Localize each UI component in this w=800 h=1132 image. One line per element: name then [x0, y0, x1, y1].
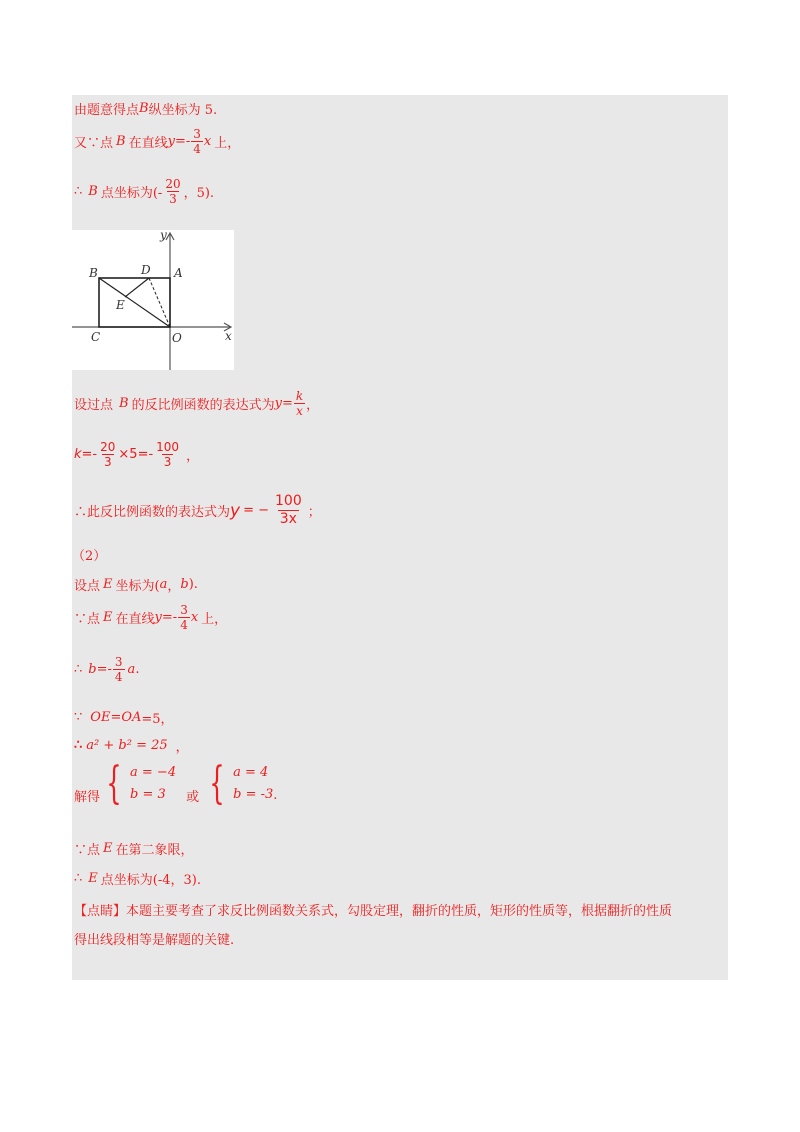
text-line-13 [74, 758, 278, 809]
text: ， [186, 449, 200, 464]
fraction: $\frac{3}{4}$ [114, 655, 123, 684]
text: ∵点 [74, 612, 101, 627]
var-x: x [203, 134, 212, 149]
text: 设点 [74, 579, 101, 594]
text: = − [243, 503, 269, 518]
var-a: a [127, 662, 136, 677]
text-line-12 [74, 736, 189, 755]
text: ∴ [74, 662, 83, 677]
var-B: B [139, 101, 149, 116]
label-E: E [116, 298, 125, 312]
text-line-11 [74, 708, 174, 727]
text: =- [81, 447, 98, 462]
text: 又∵点 [74, 136, 114, 151]
text: =5， [141, 712, 174, 727]
equation: a² + b² = 25 [86, 738, 168, 753]
text: . [273, 787, 278, 803]
text: 由题意得点 [74, 103, 140, 118]
text: 的反比例函数的表达式为 [131, 398, 275, 413]
var-B: B [88, 184, 98, 199]
text: 在直线 [128, 136, 168, 151]
part-label: （2） [72, 549, 107, 564]
fraction: $\frac{100}{3x}$ [275, 493, 302, 527]
text: 上， [214, 136, 241, 151]
var-a: a [159, 577, 168, 592]
text-line-4 [74, 389, 319, 418]
var-b: b [88, 662, 97, 677]
fraction: $\frac{20}{3}$ [165, 177, 181, 206]
fraction: $\frac{3}{4}$ [193, 127, 201, 156]
text: 坐标为( [115, 579, 160, 594]
var-OA: OA [121, 710, 142, 725]
text-line-3 [74, 177, 214, 206]
text-line-9 [74, 603, 227, 632]
label-B: B [89, 266, 98, 280]
text: ， [167, 579, 181, 594]
comment-text: 【点睛】本题主要考查了求反比例函数关系式，勾股定理，翻折的性质，矩形的性质等，根据翻折的性质 [74, 904, 673, 919]
text-line-2 [74, 127, 240, 156]
text: ∵ [74, 710, 83, 725]
segment-ED [125, 278, 149, 297]
var-k: k [74, 447, 82, 462]
text: = [281, 396, 293, 411]
var-y: y [230, 500, 241, 521]
label-D: D [141, 263, 151, 277]
text-line-6 [74, 493, 321, 528]
var-OE: OE [90, 710, 111, 725]
fraction: $\frac{100}{3}$ [156, 440, 180, 469]
text: ，5). [183, 186, 215, 201]
text-line-7 [72, 545, 106, 564]
var-x: x [190, 610, 199, 625]
var-E: E [103, 577, 113, 592]
text-line-1 [74, 99, 217, 118]
text: 上， [201, 612, 228, 627]
text: 点坐标为(- [100, 186, 163, 201]
text: ∴ [74, 184, 83, 199]
text: ， [175, 740, 189, 755]
text-line-14 [74, 839, 194, 858]
var-B: B [116, 134, 126, 149]
var-y: y [274, 396, 282, 411]
var-y: y [167, 134, 175, 149]
text: ∴ [74, 871, 83, 886]
text: 在第二象限， [115, 843, 194, 858]
equation-system-1: { a = −4 b = 3 [106, 758, 177, 809]
comment-text: 得出线段相等是解题的关键. [74, 933, 235, 948]
text-line-15 [74, 869, 201, 888]
geometry-figure [72, 230, 234, 370]
var-b: b [180, 577, 189, 592]
text: . [135, 662, 140, 677]
text-line-5 [74, 440, 199, 469]
text: =- [161, 610, 178, 625]
text: 纵坐标为 5. [148, 103, 218, 118]
label-O: O [172, 331, 182, 345]
equation-system-2: { a = 4 b = -3 [209, 758, 274, 809]
label-A: A [174, 266, 183, 280]
var-E: E [88, 871, 98, 886]
text-line-10 [74, 655, 139, 684]
text: 或 [186, 789, 200, 805]
text: =- [174, 134, 191, 149]
text: ∴ [74, 738, 83, 753]
label-x: x [225, 329, 232, 343]
text: 设过点 [74, 398, 114, 413]
text: ∵点 [74, 843, 101, 858]
text: 点坐标为(-4，3). [100, 873, 201, 888]
text: ； [307, 505, 321, 520]
text: 解得 [74, 789, 101, 805]
fraction: $\frac{20}{3}$ [100, 440, 116, 469]
var-E: E [103, 610, 113, 625]
text-line-17 [74, 929, 234, 948]
text: ， [306, 398, 320, 413]
var-E: E [103, 841, 113, 856]
label-C: C [91, 330, 101, 344]
fraction: $\frac{k}{x}$ [295, 389, 304, 418]
var-B: B [119, 396, 129, 411]
fraction: $\frac{3}{4}$ [180, 603, 188, 632]
text: 在直线 [115, 612, 155, 627]
text: ×5=- [118, 447, 154, 462]
text-line-16 [74, 900, 672, 919]
text: = [110, 710, 122, 725]
text: ). [188, 577, 198, 592]
text: ∴此反比例函数的表达式为 [74, 505, 231, 520]
text: =- [96, 662, 112, 677]
var-y: y [154, 610, 162, 625]
label-y: y [160, 230, 167, 242]
text-line-8 [74, 575, 198, 594]
